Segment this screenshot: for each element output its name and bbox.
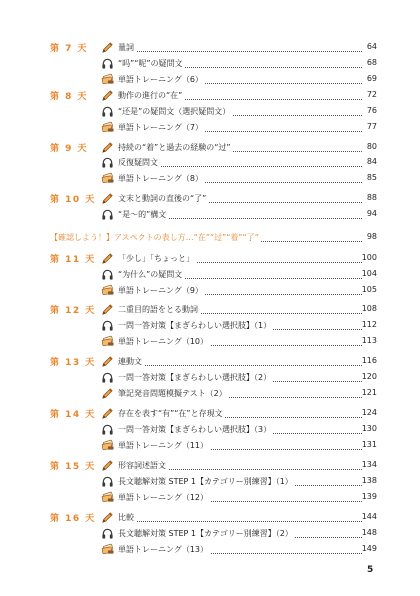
headphones-icon [101,319,114,332]
entry-title: 二重目的語をとる動詞 [118,305,198,314]
toc-entry[interactable] [0,406,420,422]
entry-page-number: 149 [361,544,377,553]
headphones-icon [101,527,114,540]
entry-title: 単語トレーニング（10） [118,337,209,346]
entry-title: 単語トレーニング（9） [118,286,203,295]
entry-page-number: 100 [361,253,377,262]
entry-title: 文末と動詞の直後の“了” [118,194,207,203]
toc-entry[interactable] [0,386,420,402]
word-cards-icon [101,172,114,185]
pencil-icon [101,355,114,368]
entry-title: “还是”の疑問文（選択疑問文） [118,107,231,116]
pencil-icon [101,141,114,154]
entry-page-number: 144 [361,512,377,521]
entry-title: 筆記発音問題模擬テスト（2） [118,389,227,398]
toc-entry[interactable] [0,171,420,187]
pencil-icon [101,89,114,102]
entry-page-number: 124 [361,408,377,417]
entry-title: 長文聴解対策 STEP 1【カテゴリー別練習】（2） [118,529,293,538]
page-number: 5 [367,565,374,575]
headphones-icon [101,208,114,221]
entry-title: 形容詞述語文 [118,461,166,470]
dot-leader [118,521,362,522]
pencil-icon [101,41,114,54]
toc-entry[interactable] [0,422,420,438]
entry-page-number: 64 [366,42,377,51]
entry-title: 連動文 [118,357,142,366]
entry-page-number: 131 [361,440,377,449]
day-label: 第 11 天 [50,255,96,265]
day-label: 第 15 天 [50,462,96,472]
entry-page-number: 88 [366,193,377,202]
entry-title: 存在を表す“有”“在”と存現文 [118,409,223,418]
entry-page-number: 104 [361,269,377,278]
pencil-icon [101,407,114,420]
entry-title: 動作の進行の“在” [118,91,183,100]
word-cards-icon [101,335,114,348]
word-cards-icon [101,121,114,134]
day-label: 第 16 天 [50,514,96,524]
toc-entry[interactable] [0,438,420,454]
dot-leader [118,365,362,366]
headphones-icon [101,268,114,281]
entry-title: 単語トレーニング（12） [118,493,209,502]
toc-entry[interactable] [0,56,420,72]
entry-page-number: 138 [361,476,377,485]
entry-page-number: 113 [361,336,377,345]
toc-entry[interactable] [0,207,420,223]
day-label: 第 12 天 [50,306,96,316]
toc-entry[interactable] [0,474,420,490]
entry-page-number: 84 [366,157,377,166]
day-label: 第 8 天 [50,92,89,102]
pencil-icon [101,192,114,205]
entry-page-number: 98 [366,232,377,241]
headphones-icon [101,156,114,169]
entry-title: 単語トレーニング（11） [118,441,209,450]
entry-title: 長文聴解対策 STEP 1【カテゴリー別練習】（1） [118,477,293,486]
toc-entry[interactable] [0,334,420,350]
toc-entry[interactable] [0,140,420,156]
entry-page-number: 134 [361,460,377,469]
toc-entry[interactable] [0,542,420,558]
toc-entry[interactable] [0,490,420,506]
pencil-icon [101,511,114,524]
entry-title: 単語トレーニング（7） [118,123,203,132]
entry-title: 持続の“着”と過去の経験の“过” [118,143,231,152]
pencil-icon [101,252,114,265]
toc-entry[interactable] [0,155,420,171]
entry-title: 単語トレーニング（8） [118,174,203,183]
day-label: 第 7 天 [50,44,89,54]
toc-entry[interactable] [0,526,420,542]
entry-page-number: 76 [366,106,377,115]
review-entry-title: 【確認しよう！】アスペクトの表し方…“在”“过”“着”“了” [50,233,259,242]
entry-title: 量詞 [118,43,134,52]
dot-leader [118,51,362,52]
toc-entry[interactable] [0,251,420,267]
word-cards-icon [101,73,114,86]
toc-entry[interactable] [0,191,420,207]
toc-entry[interactable] [0,354,420,370]
entry-page-number: 85 [366,173,377,182]
toc-entry[interactable] [0,510,420,526]
entry-page-number: 120 [361,372,377,381]
toc-entry[interactable] [0,318,420,334]
headphones-icon [101,371,114,384]
entry-page-number: 112 [361,320,377,329]
entry-title: 一問一答対策【まぎらわしい選択肢】（1） [118,321,272,330]
day-label: 第 14 天 [50,410,96,420]
entry-page-number: 139 [361,492,377,501]
toc-entry[interactable] [0,283,420,299]
toc-entry[interactable] [0,458,420,474]
entry-page-number: 108 [361,304,377,313]
entry-page-number: 94 [366,209,377,218]
word-cards-icon [101,284,114,297]
headphones-icon [101,57,114,70]
entry-title: “吗”“呢”の疑問文 [118,59,183,68]
pencil-icon [101,387,114,400]
toc-entry[interactable] [0,120,420,136]
headphones-icon [101,105,114,118]
toc-entry[interactable] [0,40,420,56]
headphones-icon [101,423,114,436]
entry-title: 一問一答対策【まぎらわしい選択肢】（2） [118,373,272,382]
day-label: 第 9 天 [50,144,89,154]
entry-title: 「少し」「ちょっと」 [118,254,194,263]
toc-entry[interactable] [0,72,420,88]
pencil-icon [101,303,114,316]
pencil-icon [101,459,114,472]
word-cards-icon [101,543,114,556]
entry-page-number: 80 [366,142,377,151]
review-entry[interactable] [0,230,420,246]
toc-entry[interactable] [0,370,420,386]
day-label: 第 10 天 [50,195,96,205]
entry-page-number: 69 [366,74,377,83]
toc-entry[interactable] [0,88,420,104]
entry-page-number: 121 [361,388,377,397]
headphones-icon [101,475,114,488]
entry-page-number: 105 [361,285,377,294]
toc-entry[interactable] [0,302,420,318]
entry-title: 反復疑問文 [118,158,158,167]
entry-title: 比較 [118,513,134,522]
entry-title: “是～的”構文 [118,210,167,219]
entry-page-number: 77 [366,122,377,131]
entry-page-number: 68 [366,58,377,67]
entry-page-number: 116 [361,356,377,365]
entry-page-number: 72 [366,90,377,99]
toc-entry[interactable] [0,267,420,283]
entry-title: 単語トレーニング（6） [118,75,203,84]
entry-title: 一問一答対策【まぎらわしい選択肢】（3） [118,425,272,434]
entry-page-number: 130 [361,424,377,433]
word-cards-icon [101,439,114,452]
entry-title: 単語トレーニング（13） [118,545,209,554]
entry-page-number: 148 [361,528,377,537]
toc-entry[interactable] [0,104,420,120]
entry-title: “为什么”の疑問文 [118,270,183,279]
day-label: 第 13 天 [50,358,96,368]
word-cards-icon [101,491,114,504]
